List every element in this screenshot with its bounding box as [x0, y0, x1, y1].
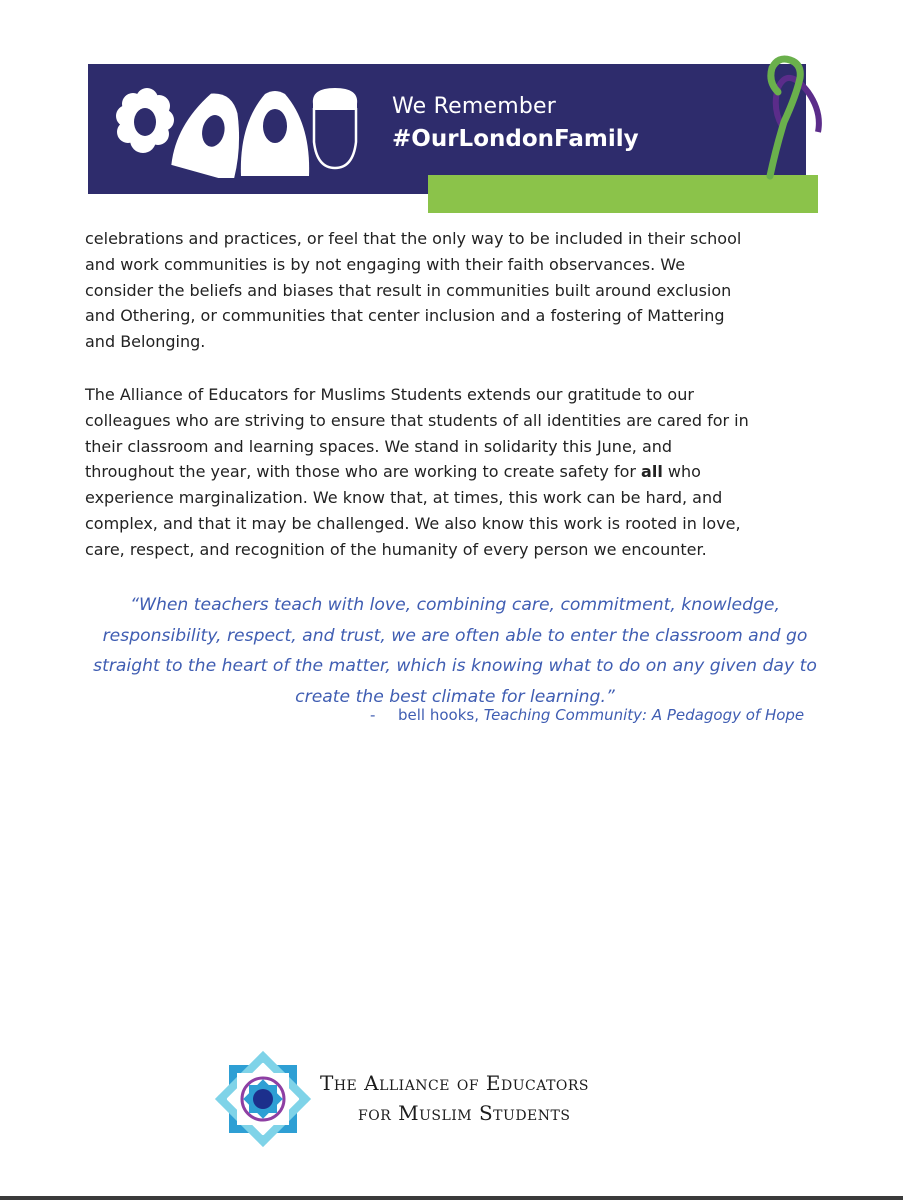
line-text: throughout the year, with those who are working to create safety for [85, 462, 642, 482]
paragraph-line: complex, and that it may be challenged. We also know this work is rooted in love, [85, 513, 741, 533]
quote-author: bell hooks, [398, 706, 484, 724]
quote-line: create the best climate for learning.” [295, 686, 615, 707]
paragraph-line: The Alliance of Educators for Muslims Students extends our gratitude to our [85, 385, 694, 404]
paragraph-line: consider the beliefs and biases that result in communities built around exclusion [85, 280, 732, 300]
paragraph-line: their classroom and learning spaces. We stand in solidarity this June, and [85, 436, 673, 456]
organization-name-line2: for Muslim Students [358, 1101, 571, 1125]
body-paragraph-1 [85, 226, 825, 355]
quote-line: responsibility, respect, and trust, we are often able to enter the classroom and go [102, 625, 808, 646]
family-silhouettes-icon [113, 86, 365, 178]
man-outline-icon [313, 88, 357, 168]
paragraph-line: colleagues who are striving to ensure that students of all identities are cared for in [85, 410, 749, 430]
body-paragraph-2 [85, 382, 825, 563]
emphasis-all: all [641, 462, 663, 482]
pull-quote [85, 590, 825, 712]
quote-line: “When teachers teach with love, combining care, commitment, knowledge, [130, 595, 780, 615]
woman-curly-hair-icon [116, 88, 174, 153]
quote-source: Teaching Community: A Pedagogy of Hope [483, 706, 805, 724]
paragraph-line [85, 459, 825, 485]
organization-name-line1: The Alliance of Educators [320, 1071, 590, 1095]
paragraph-line: care, respect, and recognition of the humanity of every person we encounter. [85, 539, 707, 559]
attribution-dash: - [370, 706, 376, 724]
organization-name [320, 1068, 589, 1128]
page-bottom-border [0, 1196, 903, 1200]
paragraph-line: and work communities is by not engaging with their faith observances. We [85, 254, 686, 274]
banner-title: We Remember [392, 94, 556, 119]
paragraph-line: and Belonging. [85, 332, 206, 352]
woman-hijab-upright-icon [241, 91, 309, 176]
quote-attribution [370, 706, 804, 724]
paragraph-line: celebrations and practices, or feel that the only way to be included in their school [85, 229, 742, 248]
star-pattern-logo-icon [214, 1050, 312, 1148]
paragraph-line: experience marginalization. We know that, at times, this work can be hard, and [85, 488, 723, 508]
woman-hijab-icon [170, 87, 251, 178]
header-banner [0, 0, 903, 220]
banner-accent-bar [428, 175, 818, 213]
awareness-ribbon-icon [748, 52, 824, 180]
banner-hashtag: #OurLondonFamily [392, 126, 639, 152]
quote-line: straight to the heart of the matter, which is knowing what to do on any given day to [93, 656, 817, 676]
paragraph-line: and Othering, or communities that center inclusion and a fostering of Mattering [85, 306, 725, 326]
line-text: who [662, 462, 701, 482]
